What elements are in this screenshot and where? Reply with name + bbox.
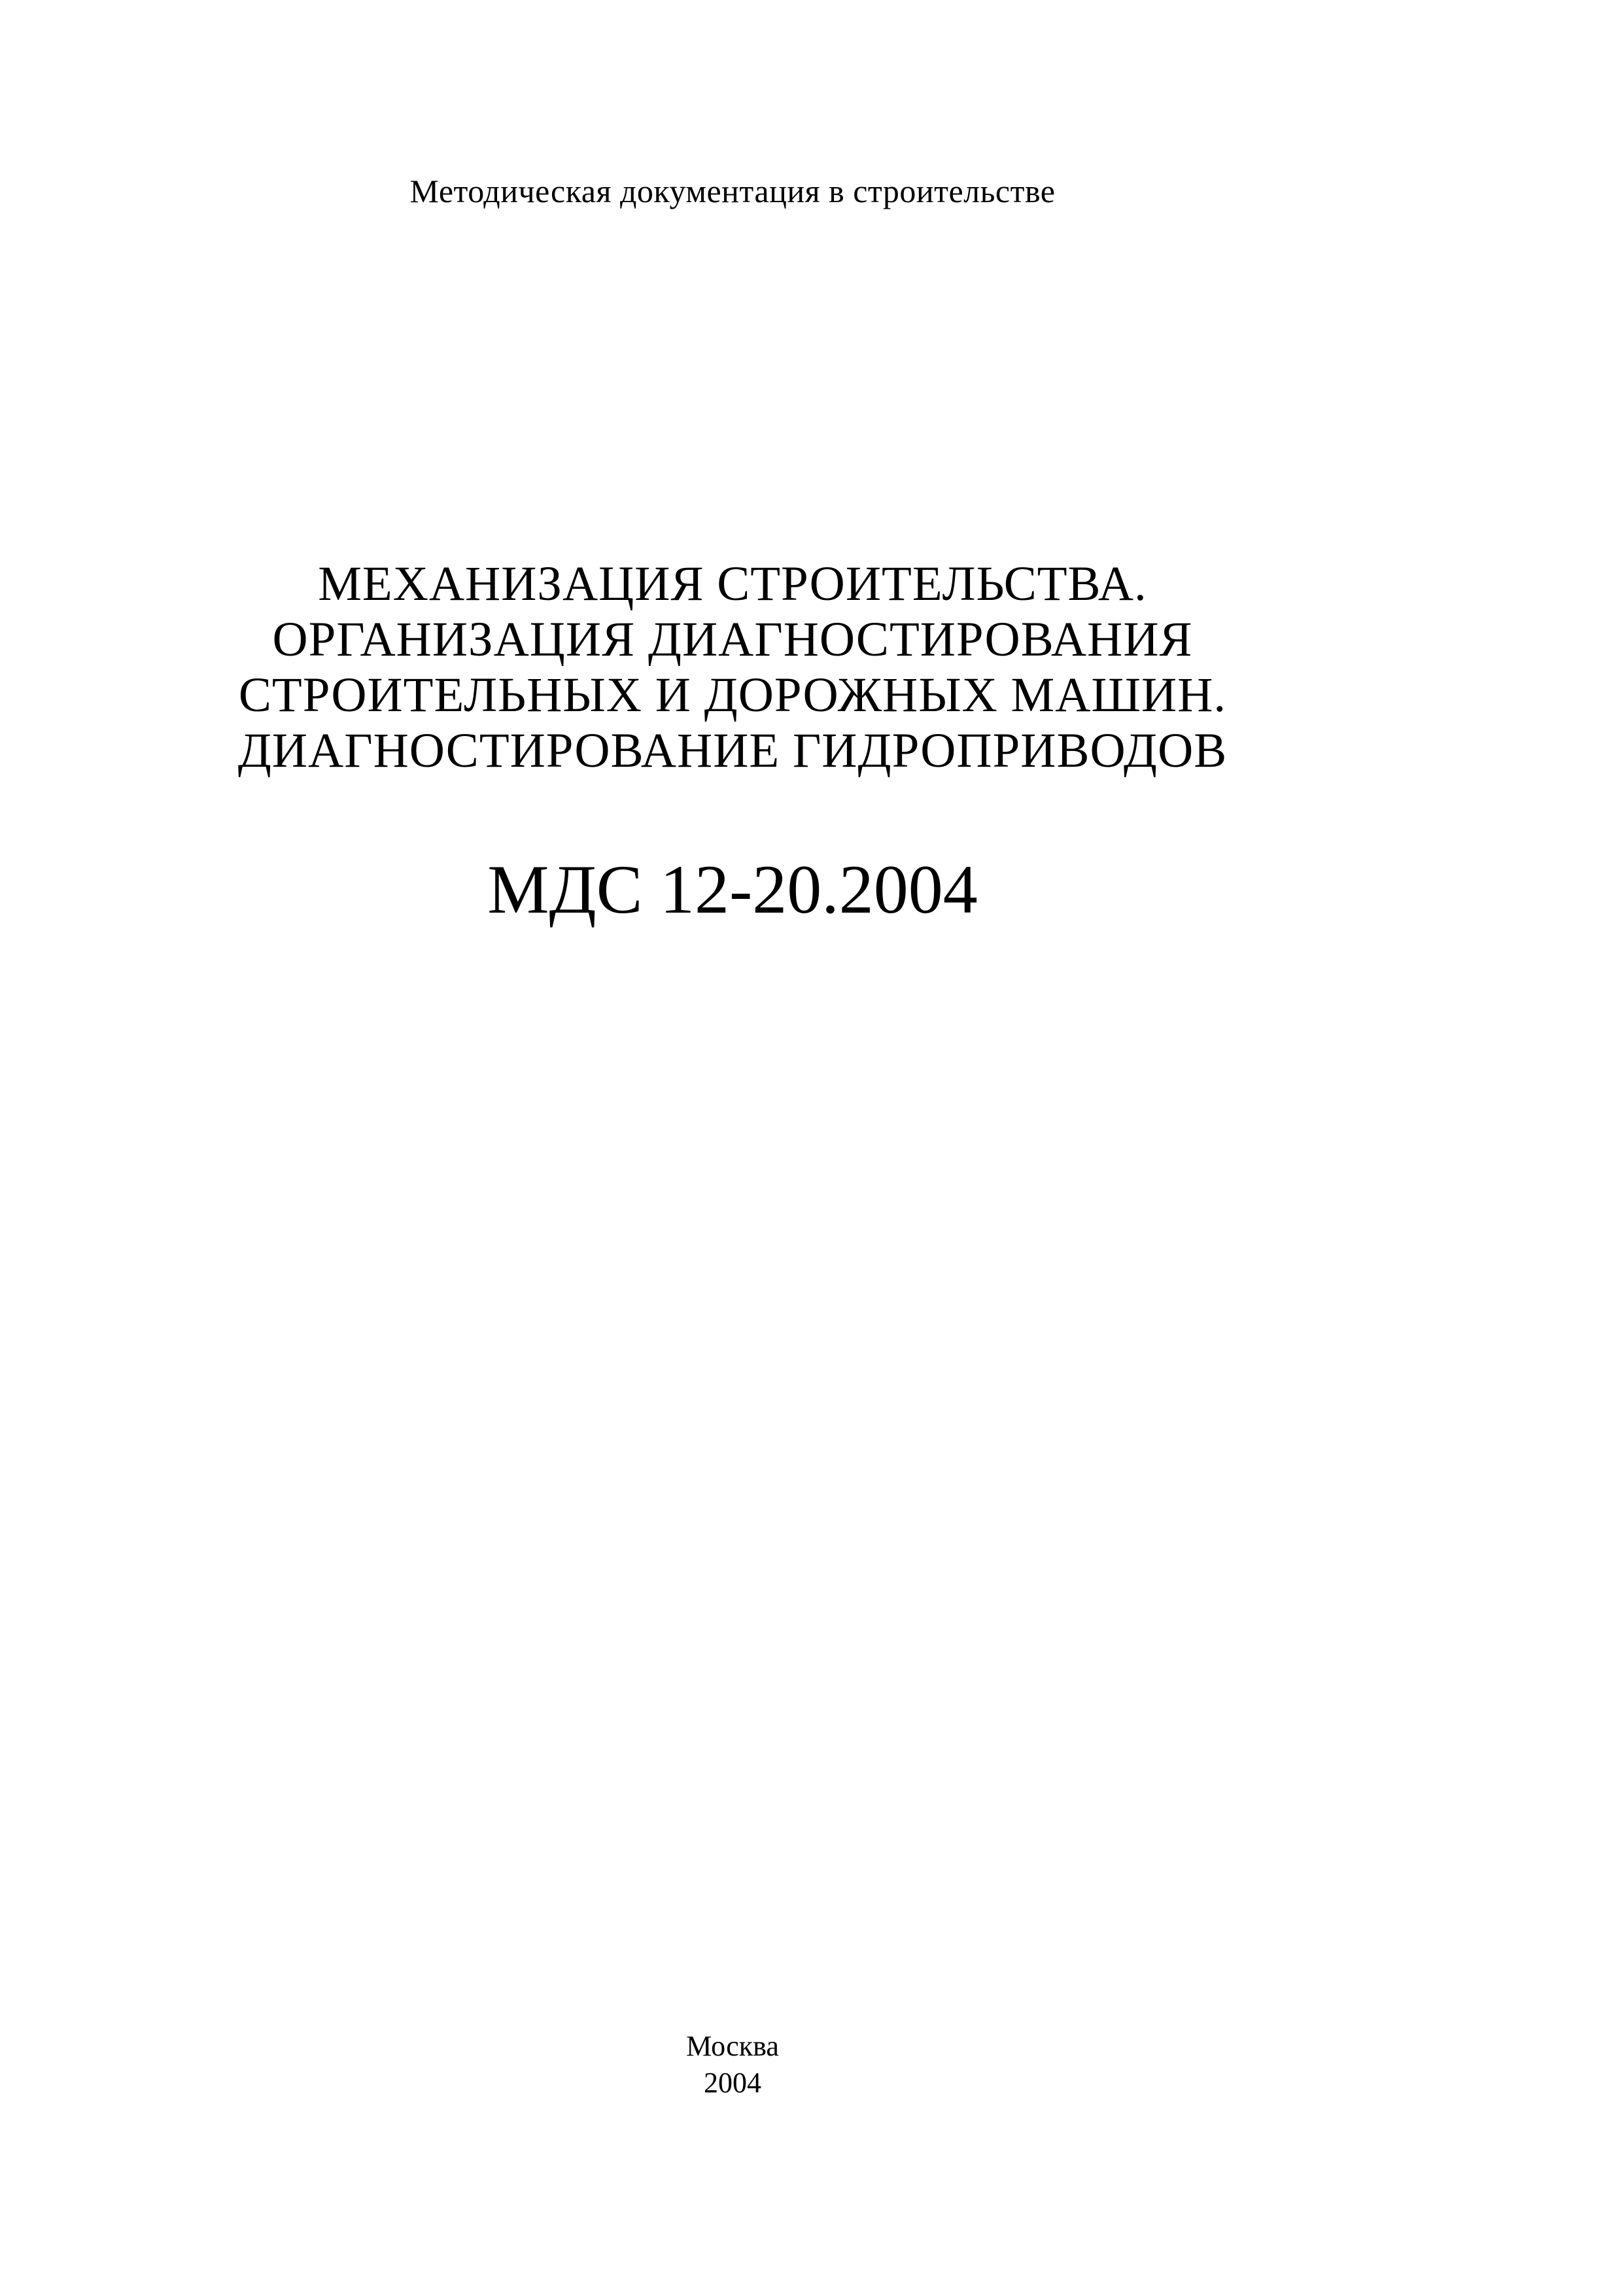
title-line-1: МЕХАНИЗАЦИЯ СТРОИТЕЛЬСТВА. [318, 557, 1147, 611]
document-title [0, 556, 1465, 779]
title-line-2: ОРГАНИЗАЦИЯ ДИАГНОСТИРОВАНИЯ [272, 612, 1193, 667]
imprint-year: 2004 [704, 2067, 761, 2099]
title-line-3: СТРОИТЕЛЬНЫХ И ДОРОЖНЫХ МАШИН. [238, 668, 1227, 722]
title-line-4: ДИАГНОСТИРОВАНИЕ ГИДРОПРИВОДОВ [237, 724, 1228, 778]
imprint-city: Москва [686, 2030, 779, 2062]
imprint [0, 2028, 1465, 2101]
document-code: МДС 12-20.2004 [487, 851, 978, 928]
series-title: Методическая документация в строительстве [409, 173, 1056, 209]
